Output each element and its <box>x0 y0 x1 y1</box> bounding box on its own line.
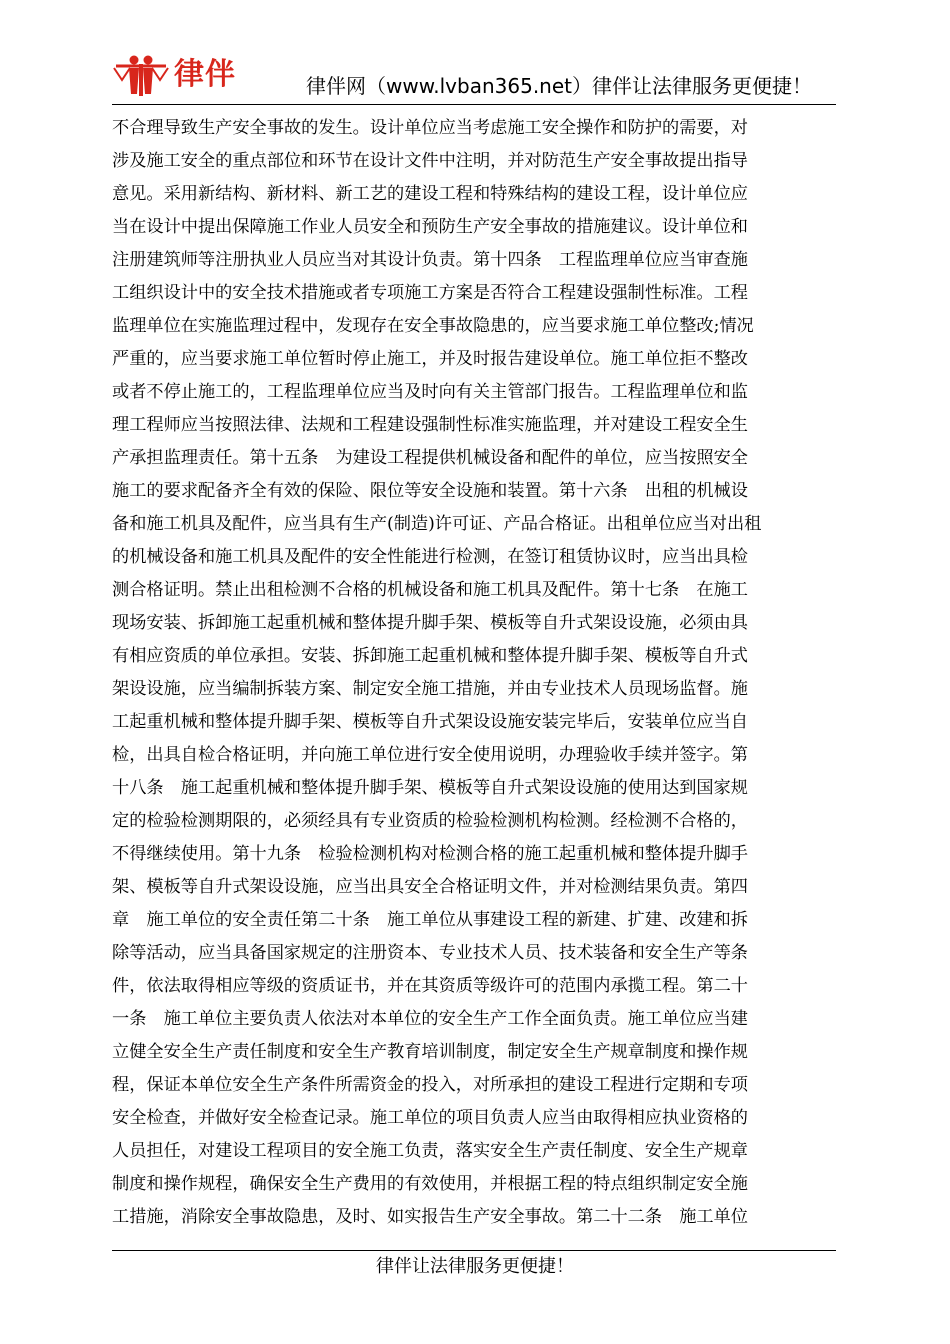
body-line: 有相应资质的单位承担。安装、拆卸施工起重机械和整体提升脚手架、模板等自升式 <box>112 646 748 666</box>
body-line: 架设设施，应当编制拆装方案、制定安全施工措施，并由专业技术人员现场监督。施 <box>112 679 748 699</box>
body-line: 理工程师应当按照法律、法规和工程建设强制性标准实施监理，并对建设工程安全生 <box>112 415 748 435</box>
body-line: 程，保证本单位安全生产条件所需资金的投入，对所承担的建设工程进行定期和专项 <box>112 1075 748 1095</box>
body-line: 工措施，消除安全事故隐患，及时、如实报告生产安全事故。第二十二条 施工单位 <box>112 1207 748 1227</box>
body-line: 件，依法取得相应等级的资质证书，并在其资质等级许可的范围内承揽工程。第二十 <box>112 976 748 996</box>
body-line: 产承担监理责任。第十五条 为建设工程提供机械设备和配件的单位，应当按照安全 <box>112 448 748 468</box>
scales-people-logo-icon <box>112 54 170 98</box>
site-tagline[interactable]: 律伴网（www.lvban365.net）律伴让法律服务更便捷！ <box>306 74 812 98</box>
body-line: 现场安装、拆卸施工起重机械和整体提升脚手架、模板等自升式架设设施，必须由具 <box>112 613 748 633</box>
body-line: 一条 施工单位主要负责人依法对本单位的安全生产工作全面负责。施工单位应当建 <box>112 1009 748 1029</box>
body-line: 安全检查，并做好安全检查记录。施工单位的项目负责人应当由取得相应执业资格的 <box>112 1108 748 1128</box>
body-line: 人员担任，对建设工程项目的安全施工负责，落实安全生产责任制度、安全生产规章 <box>112 1141 748 1161</box>
body-line: 涉及施工安全的重点部位和环节在设计文件中注明，并对防范生产安全事故提出指导 <box>112 151 748 171</box>
body-line: 除等活动，应当具备国家规定的注册资本、专业技术人员、技术装备和安全生产等条 <box>112 943 748 963</box>
body-line: 定的检验检测期限的，必须经具有专业资质的检验检测机构检测。经检测不合格的， <box>112 811 748 831</box>
body-line: 测合格证明。禁止出租检测不合格的机械设备和施工机具及配件。第十七条 在施工 <box>112 580 748 600</box>
body-line: 施工的要求配备齐全有效的保险、限位等安全设施和装置。第十六条 出租的机械设 <box>112 481 748 501</box>
body-line: 注册建筑师等注册执业人员应当对其设计负责。第十四条 工程监理单位应当审查施 <box>112 250 748 270</box>
article-body <box>112 112 830 1234</box>
body-line: 意见。采用新结构、新材料、新工艺的建设工程和特殊结构的建设工程，设计单位应 <box>112 184 748 204</box>
logo-text: 律伴 <box>174 57 236 92</box>
body-line: 制度和操作规程，确保安全生产费用的有效使用，并根据工程的特点组织制定安全施 <box>112 1174 748 1194</box>
body-line: 章 施工单位的安全责任第二十条 施工单位从事建设工程的新建、扩建、改建和拆 <box>112 910 748 930</box>
body-line: 工组织设计中的安全技术措施或者专项施工方案是否符合工程建设强制性标准。工程 <box>112 283 748 303</box>
body-line: 备和施工机具及配件，应当具有生产(制造)许可证、产品合格证。出租单位应当对出租 <box>112 514 762 534</box>
body-line: 不得继续使用。第十九条 检验检测机构对检测合格的施工起重机械和整体提升脚手 <box>112 844 748 864</box>
header-divider <box>112 104 836 105</box>
body-line: 立健全安全生产责任制度和安全生产教育培训制度，制定安全生产规章制度和操作规 <box>112 1042 748 1062</box>
body-line: 或者不停止施工的，工程监理单位应当及时向有关主管部门报告。工程监理单位和监 <box>112 382 748 402</box>
body-line: 监理单位在实施监理过程中，发现存在安全事故隐患的，应当要求施工单位整改;情况 <box>112 316 754 336</box>
body-line: 工起重机械和整体提升脚手架、模板等自升式架设设施安装完毕后，安装单位应当自 <box>112 712 748 732</box>
body-line: 的机械设备和施工机具及配件的安全性能进行检测，在签订租赁协议时，应当出具检 <box>112 547 748 567</box>
body-line: 不合理导致生产安全事故的发生。设计单位应当考虑施工安全操作和防护的需要，对 <box>112 118 748 138</box>
brand-logo[interactable] <box>112 54 242 98</box>
body-line: 十八条 施工起重机械和整体提升脚手架、模板等自升式架设设施的使用达到国家规 <box>112 778 748 798</box>
body-line: 当在设计中提出保障施工作业人员安全和预防生产安全事故的措施建议。设计单位和 <box>112 217 748 237</box>
body-line: 检，出具自检合格证明，并向施工单位进行安全使用说明，办理验收手续并签字。第 <box>112 745 748 765</box>
footer-slogan: 律伴让法律服务更便捷！ <box>376 1256 574 1277</box>
body-line: 架、模板等自升式架设设施，应当出具安全合格证明文件，并对检测结果负责。第四 <box>112 877 748 897</box>
footer-divider <box>112 1250 836 1251</box>
body-line: 严重的，应当要求施工单位暂时停止施工，并及时报告建设单位。施工单位拒不整改 <box>112 349 748 369</box>
page-header <box>112 46 836 104</box>
